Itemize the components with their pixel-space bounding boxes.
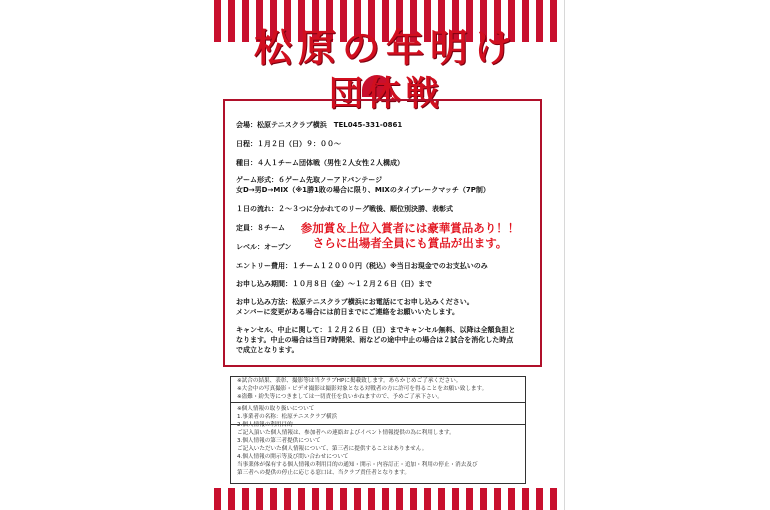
cancel-text-2: なります。中止の場合は当日7時開栄、雨などの途中中止の場合は２試合を消化した時点 xyxy=(236,336,514,344)
apply-method-text: お申し込み方法：松原テニスクラブ横浜にお電話にてお申し込みください。 xyxy=(236,298,474,306)
privacy-line-9: 第三者への提供の停止に応じる窓口は、当クラブ責任者となります。 xyxy=(237,470,410,476)
deadline-text: お申し込み期間：１０月８日（金）～１２月２６日（日）まで xyxy=(236,280,432,288)
venue-text: 会場：松原テニスクラブ横浜 TEL045-331-0861 xyxy=(236,121,403,129)
member-change-text: メンバーに変更がある場合には前日までにご連絡をお願いいたします。 xyxy=(236,308,459,316)
page-edge xyxy=(564,0,565,510)
notice-line-3: ※盗難・紛失等につきましては一切責任を負いかねますので、予めご了承下さい。 xyxy=(237,394,443,400)
privacy-line-3: 2.個人情報の利用目的 xyxy=(237,422,293,428)
event-subtitle: 団体戦 xyxy=(329,74,443,114)
date-text: 日程：１月２日（日）９：００～ xyxy=(236,140,341,148)
entry-fee-text: エントリー費用：１チーム１２０００円（税込）※当日お現金でのお支払いのみ xyxy=(236,262,488,270)
notice-line-2: ※大会中の写真撮影・ビデオ撮影は撮影対象となる対戦者の方に許可を得ることをお願い致します。 xyxy=(237,386,488,392)
privacy-line-5: 3.個人情報の第三者提供について xyxy=(237,438,321,444)
privacy-line-6: ご記入いただいた個人情報について、第三者に提供することはありません。 xyxy=(237,446,428,452)
format-type-text: 種目：４人１チーム団体戦（男性２人女性２人構成） xyxy=(236,159,404,167)
privacy-line-8: 当事業体が保有する個人情報の利用目的の通知・開示・内容訂正・追加・利用の停止・消去及び xyxy=(237,462,478,468)
prize-line-1: 参加賞＆上位入賞者には豪華賞品あり！！ xyxy=(300,221,520,235)
level-text: レベル：オープン xyxy=(236,243,292,251)
privacy-line-4: ご記入頂いた個人情報は、参加者への連絡およびイベント情報提供の為に利用します。 xyxy=(237,430,455,436)
privacy-line-7: 4.個人情報の開示等及び問い合わせについて xyxy=(237,454,349,460)
game-order-text: 女D→男D→MIX（※1勝1敗の場合に限り、MIXのタイブレークマッチ（7P制） xyxy=(236,186,490,194)
privacy-line-2: 1.事業者の名称：松原テニスクラブ横浜 xyxy=(237,414,338,420)
cancel-text-1: キャンセル、中止に関して：１２月２６日（日）までキャンセル無料、以降は全額負担と xyxy=(236,326,516,334)
prize-highlight xyxy=(292,221,528,251)
capacity-text: 定員：８チーム xyxy=(236,224,285,232)
flow-text: １日の流れ：２～３つに分かれてのリーグ戦後、順位別決勝、表彰式 xyxy=(236,205,453,213)
prize-line-2: さらに出場者全員にも賞品が出ます。 xyxy=(312,236,508,250)
notice-line-1: ※試合の結果、表彰、撮影等は当クラブHPに掲載致します。あらかじめご了承ください。 xyxy=(237,378,462,384)
cancel-text-3: で成立となります。 xyxy=(236,346,299,354)
privacy-line-1: ※個人情報の取り扱いについて xyxy=(237,406,315,412)
game-format-text: ゲーム形式：６ゲーム先取ノーアドバンテージ xyxy=(236,176,383,184)
event-title: 松原の年明け xyxy=(253,25,518,70)
bottom-stripe-banner xyxy=(214,488,558,510)
